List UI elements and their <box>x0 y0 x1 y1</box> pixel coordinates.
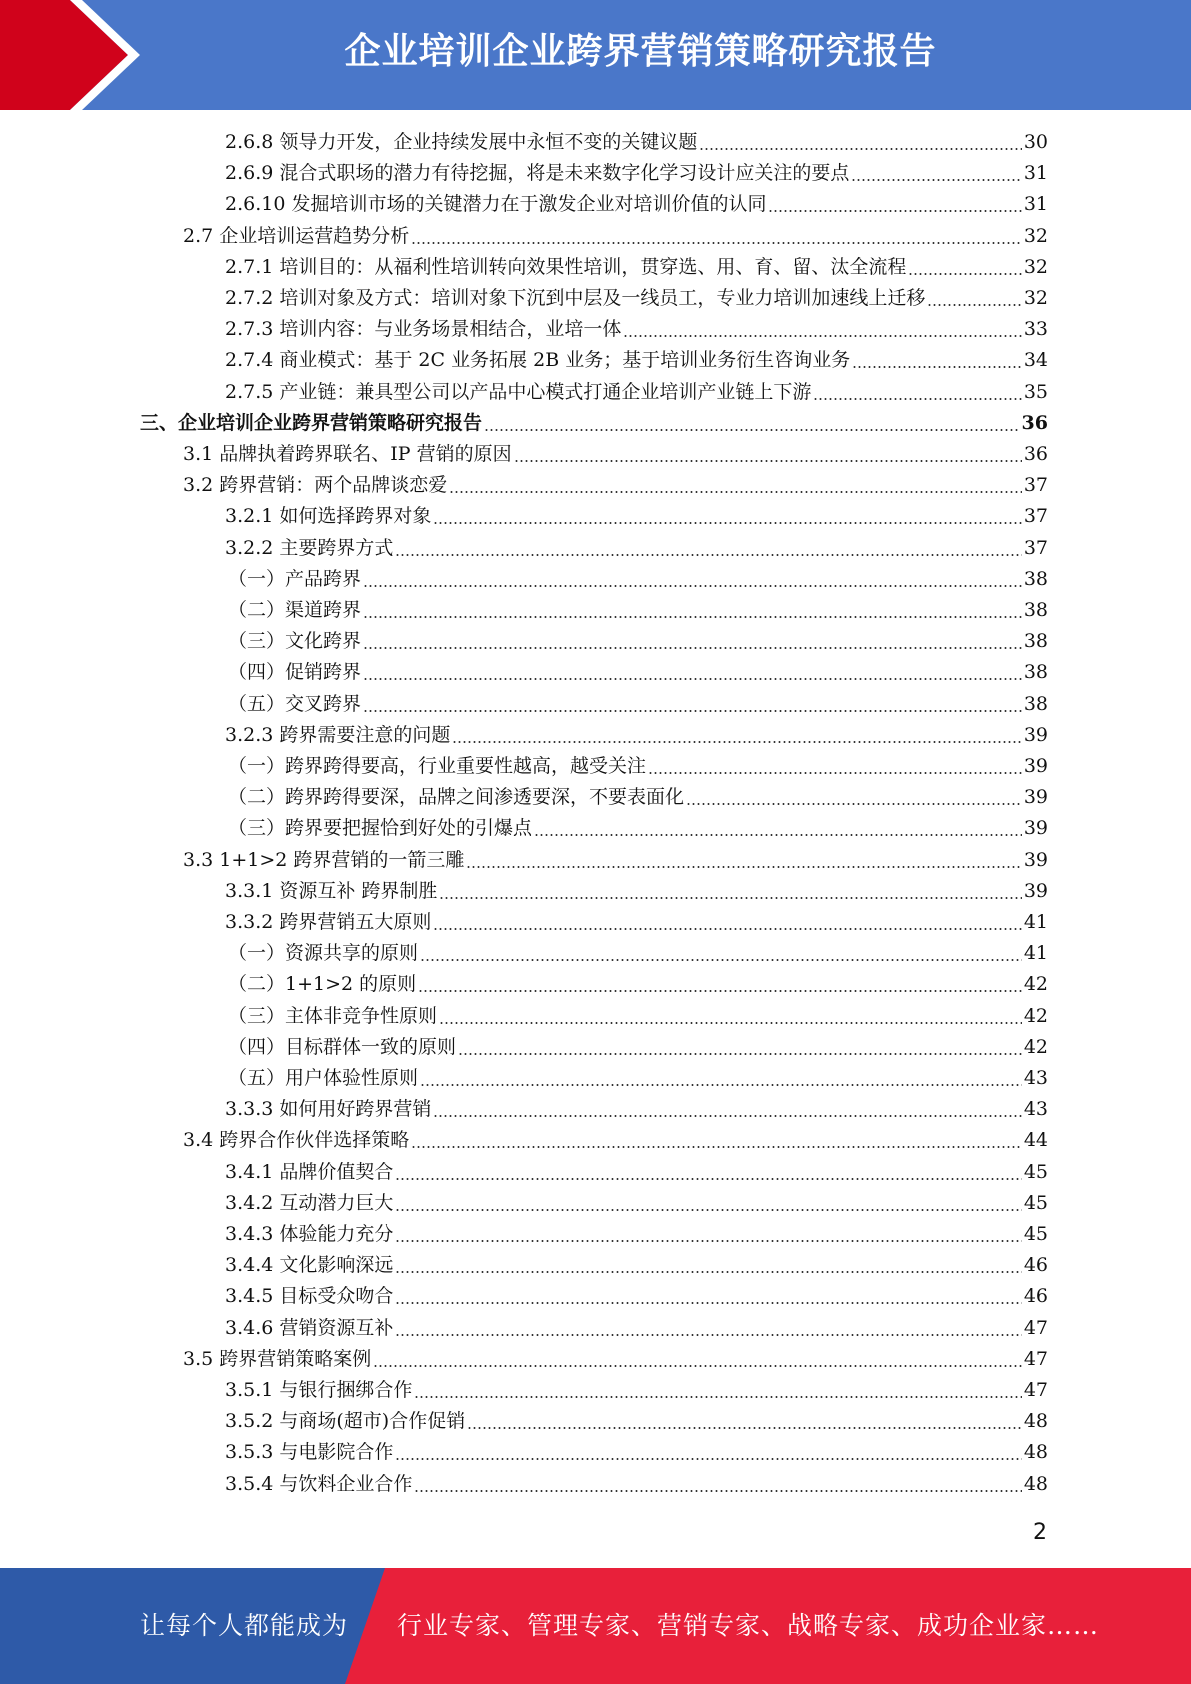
toc-entry[interactable] <box>225 1094 1048 1125</box>
toc-entry-page: 39 <box>1023 786 1048 809</box>
toc-entry-title: 3.3 1+1>2 跨界营销的一箭三雕 <box>183 848 465 871</box>
toc-entry[interactable] <box>225 1406 1048 1437</box>
toc-leader-dots <box>623 314 1021 345</box>
toc-entry-title: 3.5 跨界营销策略案例 <box>183 1347 372 1370</box>
toc-entry-page: 37 <box>1023 505 1048 528</box>
toc-entry[interactable] <box>225 127 1048 158</box>
toc-leader-dots <box>363 564 1022 595</box>
toc-leader-dots <box>449 470 1022 501</box>
toc-entry-page: 39 <box>1023 879 1048 902</box>
toc-leader-dots <box>433 501 1021 532</box>
toc-leader-dots <box>414 1469 1021 1500</box>
toc-leader-dots <box>363 657 1022 688</box>
chevron-logo-icon <box>0 0 150 110</box>
toc-leader-dots <box>363 595 1022 626</box>
toc-entry-page: 42 <box>1023 973 1048 996</box>
toc-entry[interactable] <box>225 501 1048 532</box>
toc-leader-dots <box>395 1219 1021 1250</box>
footer-slogan-left: 让每个人都能成为 <box>140 1611 349 1640</box>
toc-entry[interactable] <box>225 1188 1048 1219</box>
toc-entry[interactable] <box>183 1344 1048 1375</box>
toc-leader-dots <box>395 1157 1021 1188</box>
toc-entry-page: 39 <box>1023 755 1048 777</box>
chevron-red-shape <box>0 0 128 110</box>
toc-leader-dots <box>484 408 1020 439</box>
toc-leader-dots <box>514 439 1022 470</box>
toc-entry-title: 3.5.2 与商场(超市)合作促销 <box>225 1410 466 1433</box>
toc-entry-page: 33 <box>1023 318 1048 341</box>
toc-leader-dots <box>452 720 1021 751</box>
toc-entry[interactable] <box>225 533 1048 564</box>
toc-entry-title: 3.5.4 与饮料企业合作 <box>225 1472 413 1495</box>
toc-leader-dots <box>433 1094 1021 1125</box>
toc-entry-page: 45 <box>1023 1223 1048 1245</box>
toc-entry-title: 3.2.1 如何选择跨界对象 <box>225 505 432 528</box>
toc-entry-title: （一）产品跨界 <box>228 567 362 590</box>
toc-entry[interactable] <box>225 720 1048 751</box>
toc-leader-dots <box>395 1250 1021 1281</box>
toc-leader-dots <box>395 533 1021 564</box>
toc-leader-dots <box>414 1375 1021 1406</box>
toc-leader-dots <box>373 1344 1022 1375</box>
toc-entry[interactable] <box>228 1063 1048 1094</box>
toc-entry[interactable] <box>228 689 1048 720</box>
toc-entry-title: 2.7.3 培训内容：与业务场景相结合，业培一体 <box>225 318 622 341</box>
toc-entry[interactable] <box>225 1157 1048 1188</box>
toc-leader-dots <box>418 969 1022 1000</box>
toc-entry-page: 37 <box>1023 474 1048 497</box>
toc-entry-page: 31 <box>1023 193 1048 216</box>
page-footer <box>0 1568 1191 1684</box>
toc-entry-title: （一）跨界跨得要高，行业重要性越高，越受关注 <box>228 755 647 777</box>
toc-leader-dots <box>420 1063 1022 1094</box>
toc-leader-dots <box>433 907 1021 938</box>
toc-entry-title: 3.2 跨界营销：两个品牌谈恋爱 <box>183 474 448 497</box>
toc-entry-title: 3.4.5 目标受众吻合 <box>225 1285 394 1308</box>
toc-entry-page: 39 <box>1023 848 1048 871</box>
page-header <box>0 0 1191 110</box>
toc-entry-page: 47 <box>1023 1316 1048 1339</box>
toc-leader-dots <box>813 377 1021 408</box>
toc-entry-title: 3.1 品牌执着跨界联名、IP 营销的原因 <box>183 443 512 465</box>
toc-entry-title: 3.3.3 如何用好跨界营销 <box>225 1098 432 1121</box>
toc-entry[interactable] <box>225 283 1048 314</box>
toc-entry-title: 3.5.1 与银行捆绑合作 <box>225 1379 413 1401</box>
toc-entry-page: 32 <box>1023 287 1048 309</box>
toc-entry-page: 32 <box>1023 255 1048 278</box>
toc-leader-dots <box>686 782 1022 813</box>
toc-leader-dots <box>699 127 1021 158</box>
toc-entry-page: 36 <box>1021 411 1048 434</box>
toc-entry-title: 3.4.2 互动潜力巨大 <box>225 1191 394 1214</box>
toc-entry-page: 30 <box>1023 131 1048 153</box>
toc-entry-title: （四）目标群体一致的原则 <box>228 1035 457 1058</box>
toc-entry-title: 2.7 企业培训运营趋势分析 <box>183 224 410 247</box>
toc-entry[interactable] <box>225 1281 1048 1312</box>
toc-leader-dots <box>852 345 1022 376</box>
toc-entry-title: 3.3.2 跨界营销五大原则 <box>225 911 432 933</box>
toc-entry-page: 46 <box>1023 1285 1048 1308</box>
toc-entry-title: （四）促销跨界 <box>228 661 362 684</box>
toc-leader-dots <box>648 751 1022 782</box>
toc-entry[interactable] <box>228 938 1048 969</box>
toc-entry[interactable] <box>228 751 1048 782</box>
toc-entry-title: 三、企业培训企业跨界营销策略研究报告 <box>140 411 483 434</box>
toc-entry-title: 2.6.10 发掘培训市场的关键潜力在于激发企业对培训价值的认同 <box>225 193 767 216</box>
toc-leader-dots <box>458 1032 1022 1063</box>
toc-entry[interactable] <box>228 626 1048 657</box>
toc-entry-page: 48 <box>1023 1472 1048 1495</box>
toc-entry-title: （二）渠道跨界 <box>228 599 362 621</box>
document-title: 企业培训企业跨界营销策略研究报告 <box>344 31 937 72</box>
toc-entry-page: 34 <box>1023 349 1048 372</box>
toc-entry-title: 3.2.3 跨界需要注意的问题 <box>225 723 451 746</box>
toc-entry[interactable] <box>183 845 1048 876</box>
toc-entry-page: 38 <box>1023 630 1048 653</box>
toc-entry[interactable] <box>228 969 1048 1000</box>
toc-entry-title: 3.4 跨界合作伙伴选择策略 <box>183 1129 410 1152</box>
toc-entry-title: 2.6.9 混合式职场的潜力有待挖掘，将是未来数字化学习设计应关注的要点 <box>225 162 850 185</box>
toc-entry-title: 2.7.4 商业模式：基于 2C 业务拓展 2B 业务；基于培训业务衍生咨询业务 <box>225 349 851 372</box>
toc-entry-title: （五）交叉跨界 <box>228 692 362 715</box>
toc-entry[interactable] <box>225 1469 1048 1500</box>
toc-leader-dots <box>411 1125 1022 1156</box>
toc-entry-title: 3.4.1 品牌价值契合 <box>225 1160 394 1183</box>
toc-leader-dots <box>420 938 1022 969</box>
toc-entry-title: 3.5.3 与电影院合作 <box>225 1441 394 1464</box>
toc-leader-dots <box>395 1313 1021 1344</box>
toc-entry[interactable] <box>225 377 1048 408</box>
toc-leader-dots <box>363 689 1022 720</box>
toc-entry[interactable] <box>183 439 1048 470</box>
toc-leader-dots <box>395 1437 1021 1468</box>
toc-entry[interactable] <box>228 564 1048 595</box>
toc-entry[interactable] <box>228 813 1048 844</box>
toc-entry-title: 2.7.2 培训对象及方式：培训对象下沉到中层及一线员工，专业力培训加速线上迁移 <box>225 287 926 309</box>
toc-entry[interactable] <box>225 189 1048 220</box>
page-number: 2 <box>1033 1520 1047 1545</box>
toc-entry-title: 2.7.1 培训目的：从福利性培训转向效果性培训，贯穿选、用、育、留、汰全流程 <box>225 255 907 278</box>
toc-entry-page: 35 <box>1023 380 1048 403</box>
toc-entry-page: 38 <box>1023 661 1048 684</box>
toc-leader-dots <box>439 1001 1022 1032</box>
toc-entry-page: 37 <box>1023 536 1048 559</box>
toc-leader-dots <box>395 1281 1021 1312</box>
toc-entry-title: 3.3.1 资源互补 跨界制胜 <box>225 879 438 902</box>
toc-entry-title: （二）1+1>2 的原则 <box>228 973 417 996</box>
toc-entry-page: 31 <box>1023 162 1048 185</box>
toc-entry[interactable] <box>225 252 1048 283</box>
toc-leader-dots <box>466 845 1021 876</box>
toc-entry-page: 42 <box>1023 1035 1048 1058</box>
toc-leader-dots <box>534 813 1022 844</box>
toc-entry[interactable] <box>228 657 1048 688</box>
toc-entry-page: 47 <box>1023 1347 1048 1370</box>
toc-entry-page: 48 <box>1023 1441 1048 1464</box>
toc-entry-page: 46 <box>1023 1254 1048 1277</box>
toc-entry[interactable] <box>225 876 1048 907</box>
toc-entry-title: 3.2.2 主要跨界方式 <box>225 536 394 559</box>
toc-entry-title: 2.6.8 领导力开发，企业持续发展中永恒不变的关键议题 <box>225 131 698 153</box>
toc-entry[interactable] <box>140 408 1048 439</box>
toc-leader-dots <box>851 158 1021 189</box>
toc-entry[interactable] <box>225 1250 1048 1281</box>
toc-entry-page: 47 <box>1023 1379 1048 1401</box>
toc-entry[interactable] <box>225 907 1048 938</box>
toc-entry[interactable] <box>183 221 1048 252</box>
toc-leader-dots <box>411 221 1022 252</box>
toc-entry-page: 45 <box>1023 1191 1048 1214</box>
toc-entry-title: 3.4.3 体验能力充分 <box>225 1223 394 1245</box>
toc-entry[interactable] <box>225 1219 1048 1250</box>
toc-entry[interactable] <box>228 782 1048 813</box>
toc-entry-title: （二）跨界跨得要深，品牌之间渗透要深，不要表面化 <box>228 786 685 809</box>
toc-entry-title: 3.4.6 营销资源互补 <box>225 1316 394 1339</box>
toc-entry-title: （一）资源共享的原则 <box>228 942 419 965</box>
toc-entry[interactable] <box>225 314 1048 345</box>
toc-entry-page: 43 <box>1023 1098 1048 1121</box>
toc-entry-title: （三）主体非竞争性原则 <box>228 1004 438 1027</box>
toc-entry[interactable] <box>228 1001 1048 1032</box>
toc-entry[interactable] <box>225 158 1048 189</box>
toc-entry[interactable] <box>225 1313 1048 1344</box>
toc-entry[interactable] <box>225 1375 1048 1406</box>
footer-slogan-right: 行业专家、管理专家、营销专家、战略专家、成功企业家…… <box>397 1611 1100 1640</box>
toc-entry-title: 3.4.4 文化影响深远 <box>225 1254 394 1277</box>
toc-leader-dots <box>927 283 1021 314</box>
toc-entry-title: （三）跨界要把握恰到好处的引爆点 <box>228 817 533 840</box>
toc-entry-title: 2.7.5 产业链：兼具型公司以产品中心模式打通企业培训产业链上下游 <box>225 380 812 403</box>
toc-leader-dots <box>768 189 1021 220</box>
toc-entry-page: 41 <box>1023 911 1048 933</box>
toc-entry-page: 38 <box>1023 692 1048 715</box>
toc-entry-page: 32 <box>1023 224 1048 247</box>
toc-entry[interactable] <box>183 1125 1048 1156</box>
toc-leader-dots <box>467 1406 1022 1437</box>
toc-entry[interactable] <box>225 345 1048 376</box>
toc-leader-dots <box>908 252 1021 283</box>
toc-entry[interactable] <box>228 595 1048 626</box>
toc-entry-page: 42 <box>1023 1004 1048 1027</box>
toc-entry[interactable] <box>225 1437 1048 1468</box>
toc-entry[interactable] <box>228 1032 1048 1063</box>
toc-leader-dots <box>363 626 1022 657</box>
toc-entry-title: （三）文化跨界 <box>228 630 362 653</box>
toc-entry-page: 44 <box>1023 1129 1048 1152</box>
toc-entry-page: 39 <box>1023 817 1048 840</box>
toc-entry-page: 36 <box>1023 443 1048 465</box>
toc-entry[interactable] <box>183 470 1048 501</box>
toc-leader-dots <box>395 1188 1021 1219</box>
toc-entry-page: 45 <box>1023 1160 1048 1183</box>
toc-entry-title: （五）用户体验性原则 <box>228 1067 419 1089</box>
toc-entry-page: 38 <box>1023 567 1048 590</box>
toc-entry-page: 43 <box>1023 1067 1048 1089</box>
toc-entry-page: 48 <box>1023 1410 1048 1433</box>
toc-entry-page: 38 <box>1023 599 1048 621</box>
toc-leader-dots <box>439 876 1021 907</box>
toc-entry-page: 41 <box>1023 942 1048 965</box>
toc-entry-page: 39 <box>1023 723 1048 746</box>
